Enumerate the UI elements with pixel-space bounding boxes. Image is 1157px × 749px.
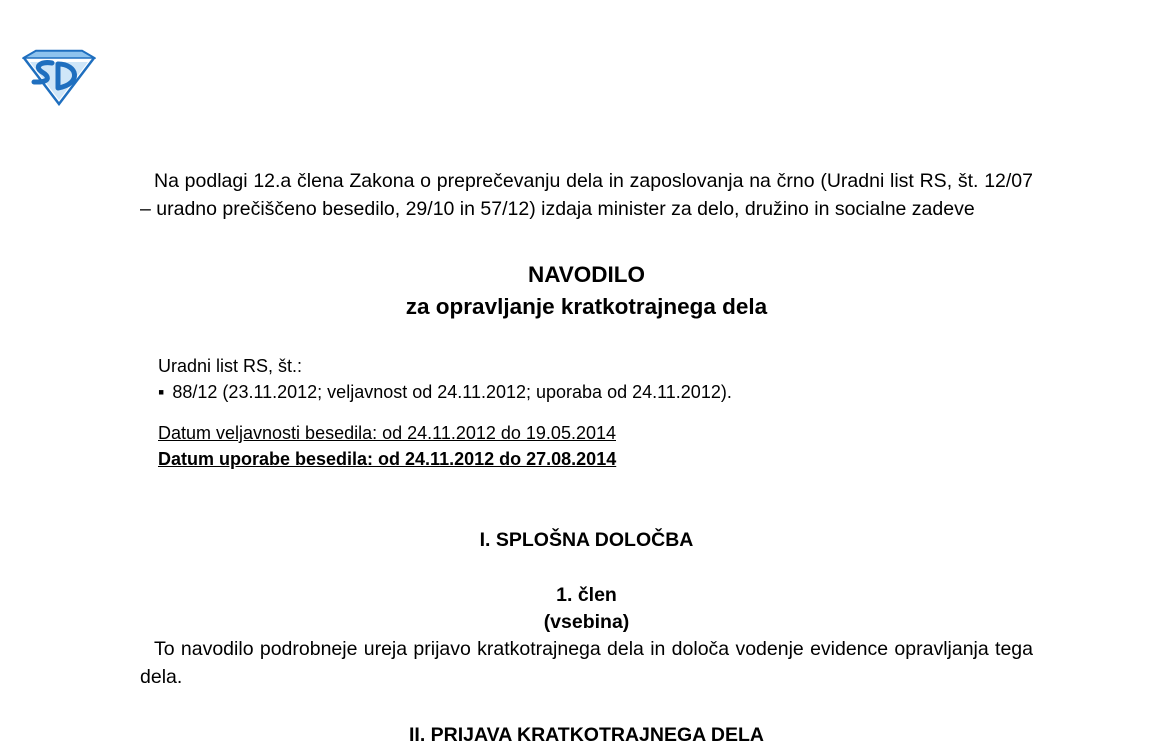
gazette-label: Uradni list RS, št.: [158, 356, 303, 376]
sd-diamond-logo-icon [22, 48, 96, 106]
document-title-line2: za opravljanje kratkotrajnega dela [405, 294, 768, 319]
article-header [140, 582, 1033, 636]
validity-date-line: Datum veljavnosti besedila: od 24.11.2012 do 19.05.2014 [158, 423, 616, 443]
sd-logo-icon [22, 48, 96, 106]
validity-dates [158, 420, 1033, 472]
document-title [140, 259, 1033, 323]
application-date-line: Datum uporabe besedila: od 24.11.2012 do 27.08.2014 [158, 449, 617, 469]
article-text: To navodilo podrobneje ureja prijavo kratkotrajnega dela in določa vodenje evidence opravljanja tega dela. [140, 638, 1033, 688]
section-heading-1: I. SPLOŠNA DOLOČBA [479, 529, 694, 551]
document-page [140, 168, 1033, 749]
intro-paragraph: Na podlagi 12.a člena Zakona o preprečevanju dela in zaposlovanja na črno (Uradni list RS, št. 12/07 – uradno prečiščeno besedilo, 29/10 in 57/12) izdaja minister za delo, družino in socialne zadeve [140, 170, 1033, 220]
article-number: 1. člen [556, 584, 617, 606]
gazette-info [158, 353, 1033, 405]
article-title: (vsebina) [543, 611, 630, 633]
section-heading-2: II. PRIJAVA KRATKOTRAJNEGA DELA [409, 724, 764, 746]
document-title-line1: NAVODILO [527, 262, 646, 287]
bullet-icon: ▪ [158, 382, 165, 402]
gazette-entry [158, 379, 1033, 405]
gazette-entry-text: 88/12 (23.11.2012; veljavnost od 24.11.2012; uporaba od 24.11.2012). [172, 382, 732, 402]
